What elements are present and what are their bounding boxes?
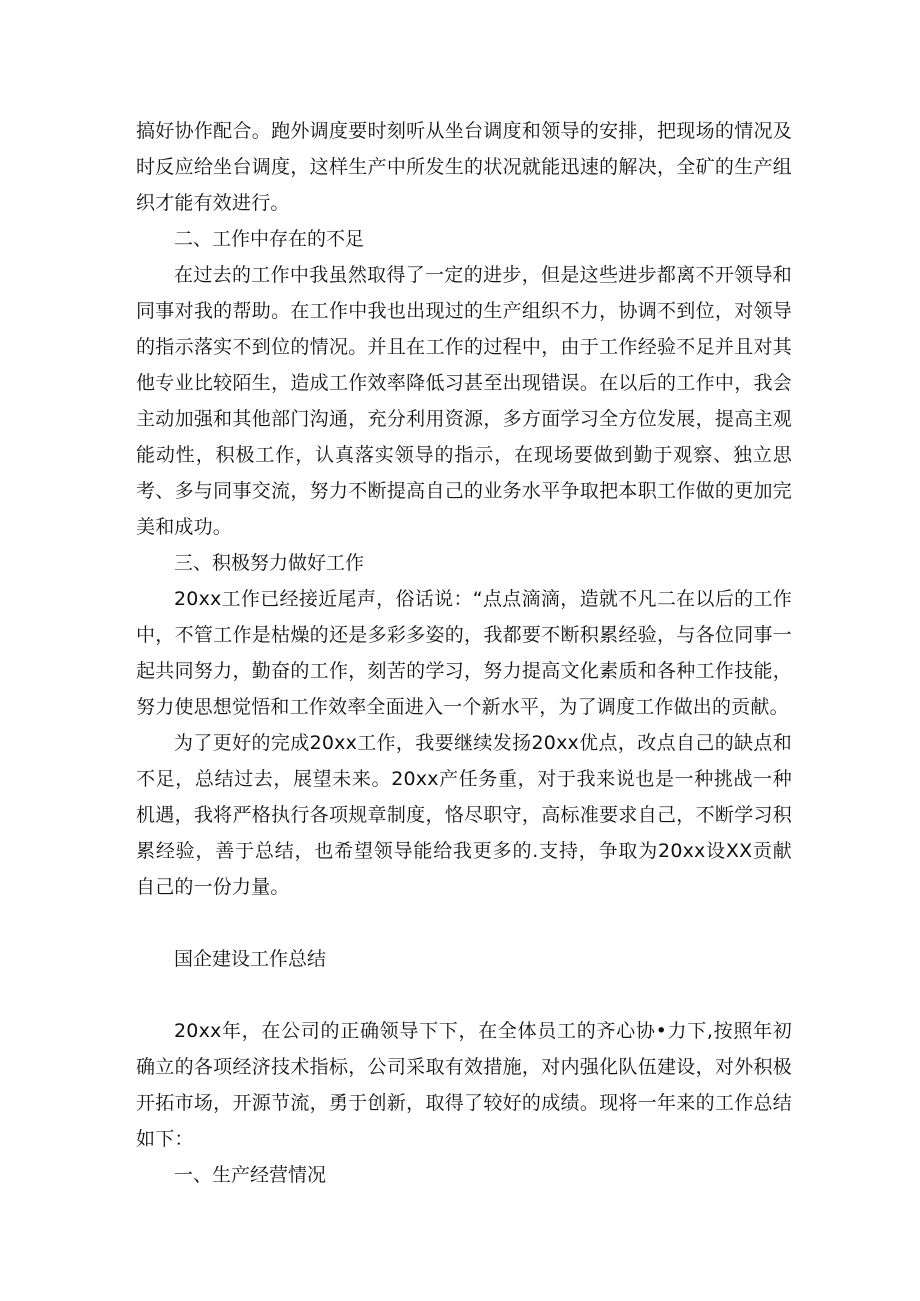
paragraph-intro: 20xx年，在公司的正确领导下下，在全体员工的齐心协•力下,按照年初确立的各项经济技术指标，公司采取有效措施，对内强化队伍建设，对外积极开拓市场，开源节流，勇于创新，取得了较好的成绩。现将一年来的工作总结如下： [136,1020,792,1150]
document-page [136,113,792,1193]
section-heading-operations: 一、生产经营情况 [174,1164,327,1186]
paragraph-outlook: 为了更好的完成20xx工作，我要继续发扬20xx优点，改点自己的缺点和不足，总结过去，展望未来。20xx产任务重，对于我来说也是一种挑战一种机遇，我将严格执行各项规章制度，恪尽职守，高标准要求自己，不断学习积累经验，善于总结，也希望领导能给我更多的.支持，争取为20xx设XX贡献自己的一份力量。 [136,732,792,898]
section-heading-efforts: 三、积极努力做好工作 [174,552,365,574]
section-heading-shortcomings: 二、工作中存在的不足 [174,228,365,250]
spacer [136,977,792,1013]
paragraph-shortcomings: 在过去的工作中我虽然取得了一定的进步，但是这些进步都离不开领导和同事对我的帮助。在工作中我也出现过的生产组织不力，协调不到位，对领导的指示落实不到位的情况。并且在工作的过程中，由于工作经验不足并且对其他专业比较陌生，造成工作效率降低习甚至出现错误。在以后的工作中，我会主动加强和其他部门沟通，充分利用资源，多方面学习全方位发展，提高主观能动性，积极工作，认真落实领导的指示，在现场要做到勤于观察、独立思考、多与同事交流，努力不断提高自己的业务水平争取把本职工作做的更加完美和成功。 [136,264,792,538]
paragraph-continuation: 搞好协作配合。跑外调度要时刻听从坐台调度和领导的安排，把现场的情况及时反应给坐台调度，这样生产中所发生的状况就能迅速的解决，全矿的生产组织才能有效进行。 [136,120,792,214]
spacer [136,905,792,941]
paragraph-efforts: 20xx工作已经接近尾声，俗话说：“点点滴滴，造就不凡二在以后的工作中，不管工作是枯燥的还是多彩多姿的，我都要不断积累经验，与各位同事一起共同努力，勤奋的工作，刻苦的学习，努力提高文化素质和各种工作技能，努力使思想觉悟和工作效率全面进入一个新水平，为了调度工作做出的贡献。 [136,588,792,718]
document-title: 国企建设工作总结 [174,948,327,970]
